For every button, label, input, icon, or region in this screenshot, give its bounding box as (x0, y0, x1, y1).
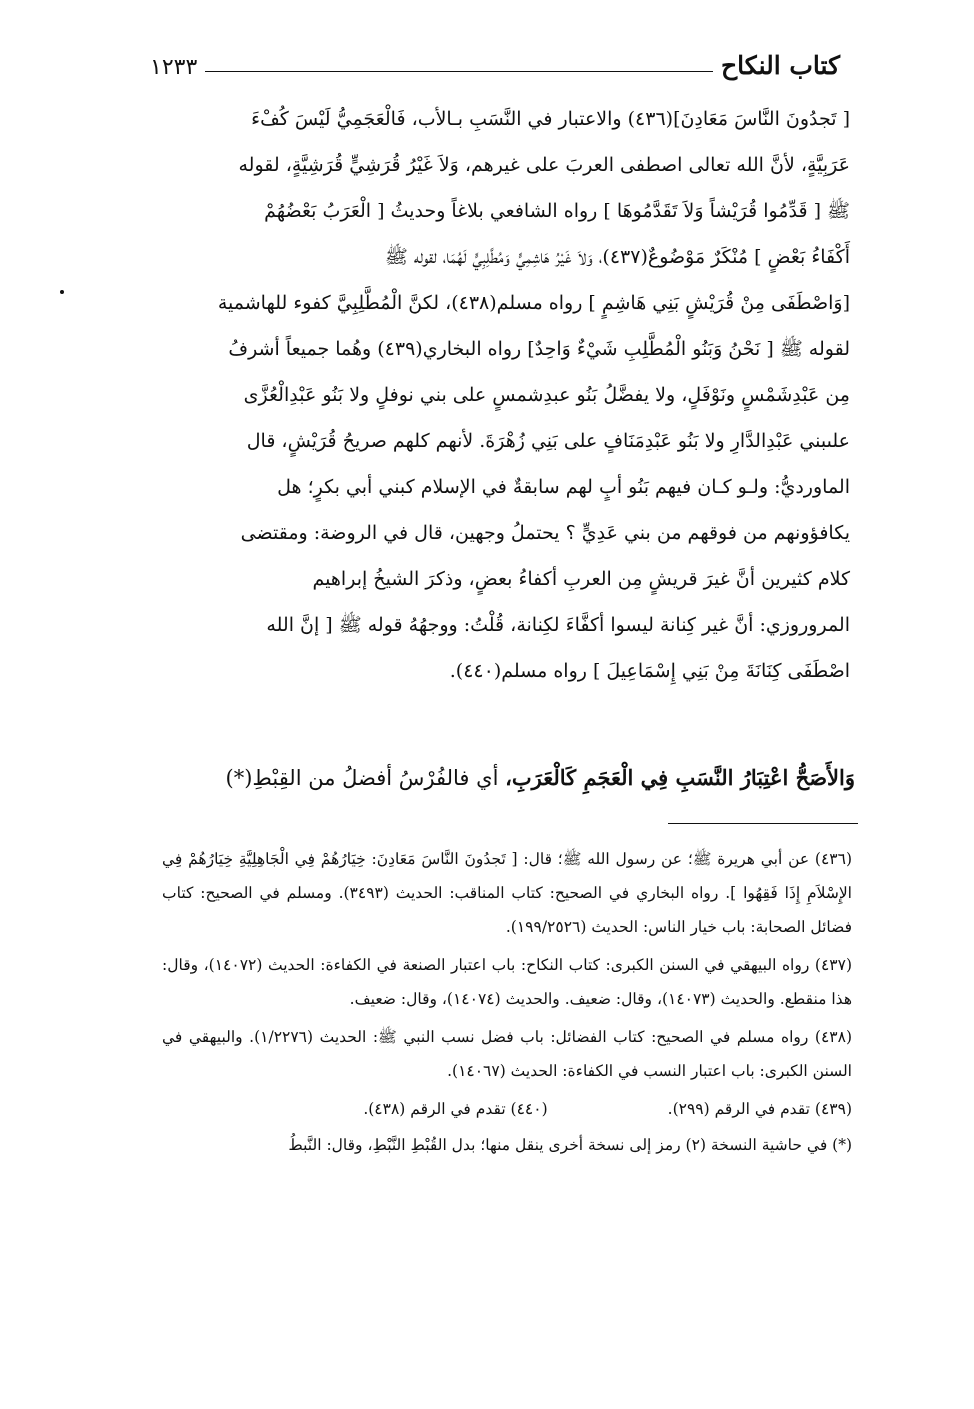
text-line: لقوله ﷺ [ نَحْنُ وَبَنُو الْمُطَّلِبِ شَيْءٌ وَاحِدٌ] رواه البخاري(٤٣٩) وهُما جميعاً أشرفُ (228, 338, 850, 360)
text-line: [وَاصْطَفَى مِنْ قُرَيْشٍ بَنِي هَاشِمٍ ] رواه مسلم(٤٣٨)، لكنَّ الْمُطَّلِبِيَّ كفوء للهاشمية (217, 292, 850, 314)
text-line: المروروزي: أنَّ غير كِنانة ليسوا أكفَّاءَ لكِنانة، قُلْتُ: ووجهُهُ قوله ﷺ [ إنَّ الله (266, 614, 850, 636)
matn-line (165, 758, 855, 798)
text-line: عَرَبِيَّةٍ، لأنَّ الله تعالى اصطفى العربَ على غيرهم، وَلاَ غَيْرُ قُرَشِيٍّ قُرَشِيَّةٍ، لقوله (238, 154, 850, 176)
margin-dot (60, 290, 64, 294)
page-number: ١٢٣٣ (150, 55, 198, 80)
text-line: علىبني عَبْدِالدَّارِ ولا بَنُو عَبْدِمَنَافٍ على بَنِي زُهْرَةَ. لأنهم كلهم صريحُ قُرَيْشٍ، قال (246, 430, 850, 452)
footnote-separator (668, 823, 858, 824)
footnote-star: (*) في حاشية النسخة (٢) رمز إلى نسخة أخرى ينقل منها؛ بدل القُبْطِ النَّبْطِ، وقال: النَّبطُ (288, 1136, 852, 1154)
text-line: [ تَجدُونَ النَّاسَ مَعَادِنَ](٤٣٦) والاعتبار في النَّسَبِ بـالأب، فَالْعَجَمِيُّ لَيْسَ كُفْءَ (251, 108, 850, 130)
matn-bold-text: وَالأَصَحُّ اعْتِبَارُ النَّسَبِ فِي الْعَجَمِ كَالْعَرَبِ، (505, 765, 855, 790)
footnote-437: (٤٣٧) رواه البيهقي في السنن الكبرى: كتاب النكاح: باب اعتبار الصنعة في الكفاءة: الحديث (١٤٠٧٢)، وقال: هذا منقطع. والحديث (١٤٠٧٣)، وقال: ضعيف. والحديث (١٤٠٧٤)، وقال: ضعيف. (162, 956, 852, 1008)
chapter-title: كتاب النكاح (721, 51, 840, 80)
footnotes (162, 842, 852, 1166)
text-line: كلام كثيرين أنَّ غيرَ قريشٍ مِن العربِ أكفاءُ بعضٍ، وذكرَ الشيخُ إبراهيم (312, 568, 850, 590)
footnote-row (162, 1092, 852, 1126)
text-line: ﷺ [ قَدِّمُوا قُرَيْشاً وَلاَ تَقَدَّمُوهَا ] رواه الشافعي بلاغاً وحديثُ [ الْعَرَبُ بَعْضُهُمْ (264, 200, 850, 222)
footnote-436: (٤٣٦) عن أبي هريرة ﷺ؛ عن رسول الله ﷺ؛ قال: [ تَجدُونَ النَّاسَ مَعَادِنَ: خِيَارُهُمْ فِي الْجَاهِلِيَّةِ خِيَارُهُمْ فِي الإِسْلاَمِ إِذَا فَقِهُوا ]. رواه البخاري في الصحيح: كتاب المناقب: الحديث (٣٤٩٣). ومسلم في الصحيح: كتاب فضائل الصحابة: باب خيار الناس: الحديث (١٩٩/٢٥٢٦). (162, 850, 852, 936)
footnote-438: (٤٣٨) رواه مسلم في الصحيح: كتاب الفضائل: باب فضل نسب النبي ﷺ: الحديث (١/٢٢٧٦). والبيهقي في السنن الكبرى: باب اعتبار النسب في الكفاءة: الحديث (١٤٠٦٧). (162, 1028, 852, 1080)
header-rule (205, 71, 713, 72)
running-header (150, 38, 840, 80)
matn-commentary: أي فالفُرْسُ أفضلُ من القِبْطِ(*) (225, 766, 506, 790)
text-line: اصْطَفَى كِنَانَةَ مِنْ بَنِي إِسْمَاعِيلَ ] رواه مسلم(٤٤٠). (449, 660, 850, 682)
text-line: أَكْفَاءُ بَعْضٍ ] مُنْكَرٌ مَوْضُوعٌ(٤٣٧)، وَلاَ غَيْرُ هَاشِمِيٍّ وَمُطَّلِبِيٍّ لَهُمَا، لقوله ﷺ (384, 246, 850, 268)
main-text (160, 96, 850, 694)
text-line: مِن عَبْدِشَمْسٍ ونَوْفَلٍ، ولا يفضَّلُ بَنُو عبدِشمسٍ على بني نوفلٍ ولا بَنُو عَبْدِالْعُزَّى (243, 384, 850, 406)
footnote-439: (٤٣٩) تقدم في الرقم (٢٩٩). (667, 1100, 852, 1118)
text-line: الماورديُّ: ولـو كـان فيهم بَنُو أبٍ لهم سابقةٌ في الإسلام كبني أبي بكرٍ؛ هل (277, 476, 850, 498)
text-line: يكافؤونهم من فوقهم من بني عَدِيٍّ ؟ يحتملُ وجهين، قال في الروضة: ومقتضى (240, 522, 850, 544)
footnote-440: (٤٤٠) تقدم في الرقم (٤٣٨). (363, 1100, 548, 1118)
